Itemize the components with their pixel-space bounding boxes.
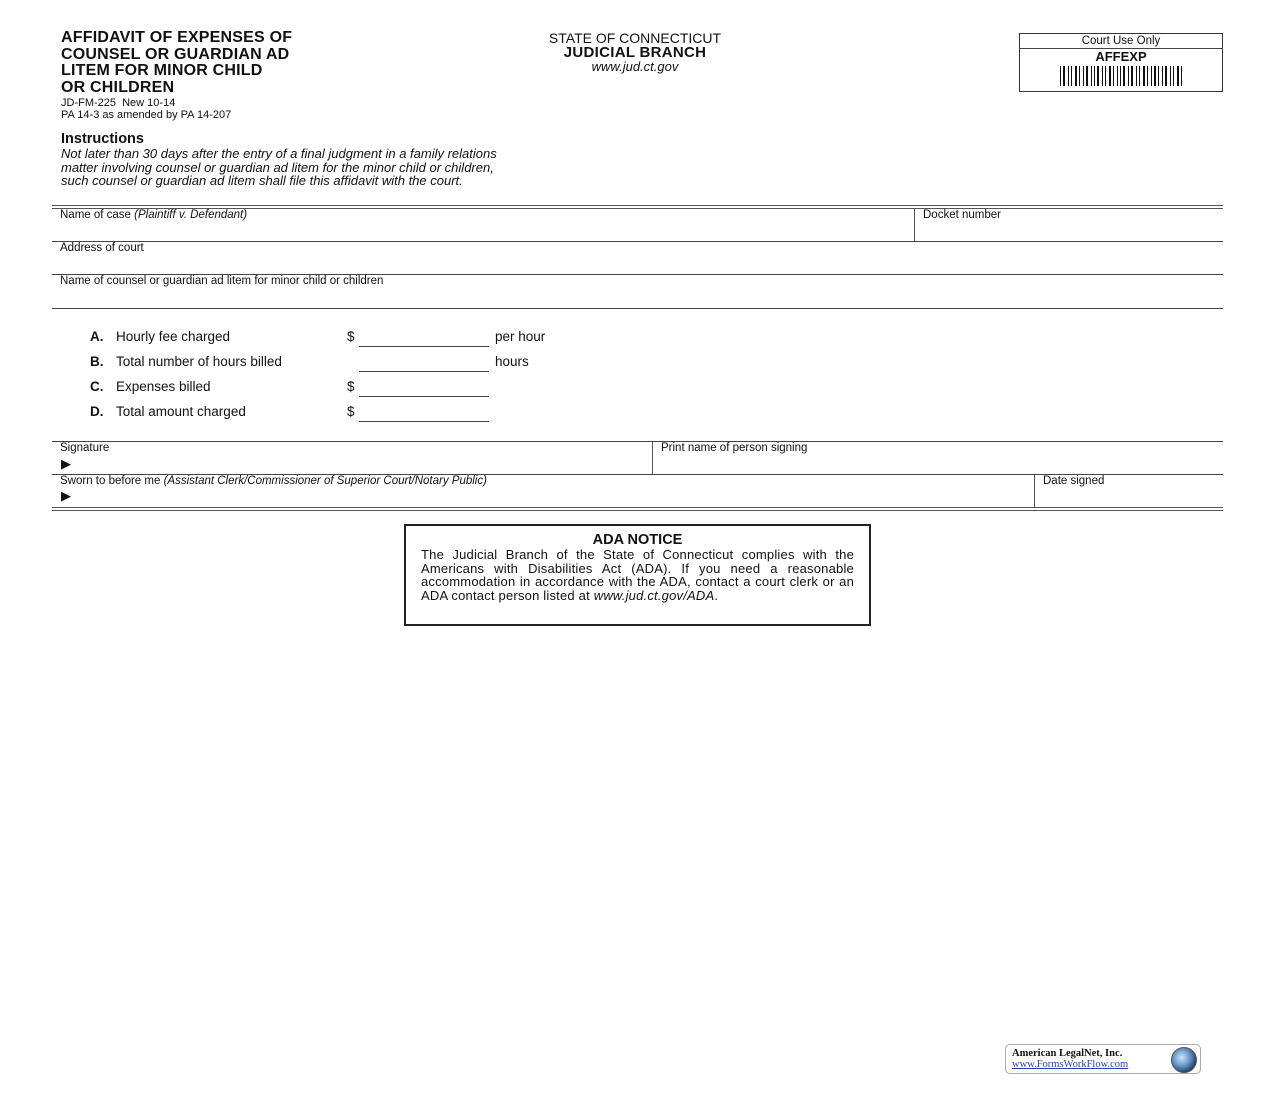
form-title-line: OR CHILDREN <box>61 78 175 96</box>
section-divider <box>52 507 1223 511</box>
counsel-name-field[interactable] <box>52 275 1223 308</box>
court-address-label: Address of court <box>60 242 144 254</box>
currency-symbol: $ <box>347 379 355 394</box>
item-suffix: hours <box>495 354 529 369</box>
form-identifiers <box>61 97 231 121</box>
expenses-input[interactable] <box>359 383 489 397</box>
item-letter: B. <box>90 354 104 369</box>
date-signed-label: Date signed <box>1043 475 1105 487</box>
sworn-before-field[interactable] <box>52 475 1034 508</box>
item-label: Total number of hours billed <box>116 354 282 369</box>
form-title <box>61 30 381 96</box>
ada-notice-text: The Judicial Branch of the State of Connecticut complies with the Americans with Disabilities Act (ADA). If you need a reasonable accommodation in accordance with the ADA, contact a court clerk or an ADA contact person listed at www.jud.ct.gov/ADA. <box>421 547 854 603</box>
statute-reference: PA 14-3 as amended by PA 14-207 <box>61 109 232 121</box>
item-suffix: per hour <box>495 329 546 344</box>
formsworkflow-link[interactable]: www.FormsWorkFlow.com <box>1012 1059 1129 1070</box>
court-use-box <box>1019 33 1223 92</box>
american-legalnet-badge[interactable] <box>1005 1044 1201 1074</box>
instructions <box>61 131 661 188</box>
company-name: American LegalNet, Inc. <box>1012 1048 1123 1059</box>
barcode-icon <box>1060 66 1182 86</box>
item-expenses <box>90 380 211 394</box>
form-title-line: COUNSEL OR GUARDIAN AD <box>61 45 290 63</box>
ada-link[interactable]: www.jud.ct.gov/ADA <box>593 587 715 603</box>
item-hourly-fee <box>90 330 230 344</box>
ada-notice <box>404 524 871 626</box>
docket-number-label: Docket number <box>923 209 1001 221</box>
signature-field[interactable] <box>52 442 652 474</box>
ada-notice-heading: ADA NOTICE <box>592 532 683 548</box>
item-label: Expenses billed <box>116 379 211 394</box>
field-divider <box>52 308 1223 309</box>
total-amount-input[interactable] <box>359 408 489 422</box>
court-use-code: AFFEXP <box>1095 49 1147 64</box>
form-number: JD-FM-225 New 10-14 <box>61 97 176 109</box>
instructions-line: such counsel or guardian ad litem shall file this affidavit with the court. <box>61 173 463 188</box>
item-label: Hourly fee charged <box>116 329 231 344</box>
arrow-right-icon: ▶ <box>61 456 71 471</box>
court-use-label: Court Use Only <box>1020 34 1222 49</box>
item-letter: D. <box>90 404 104 419</box>
instructions-line: matter involving counsel or guardian ad litem for the minor child or children, <box>61 159 494 175</box>
form-title-line: AFFIDAVIT OF EXPENSES OF <box>61 29 293 46</box>
form-title-line: LITEM FOR MINOR CHILD <box>61 62 263 79</box>
case-name-label: Name of case (Plaintiff v. Defendant) <box>60 209 248 221</box>
instructions-line: Not later than 30 days after the entry of a final judgment in a family relations <box>61 146 497 161</box>
branch-name: JUDICIAL BRANCH <box>563 44 707 61</box>
counsel-name-label: Name of counsel or guardian ad litem for minor child or children <box>60 275 384 287</box>
sworn-before-label: Sworn to before me (Assistant Clerk/Commissioner of Superior Court/Notary Public) <box>60 475 487 487</box>
instructions-heading: Instructions <box>61 131 144 147</box>
item-label: Total amount charged <box>116 404 246 419</box>
date-signed-field[interactable] <box>1035 475 1223 508</box>
court-address-field[interactable] <box>52 242 1223 274</box>
item-letter: A. <box>90 329 104 344</box>
currency-symbol: $ <box>347 329 355 344</box>
item-letter: C. <box>90 379 104 394</box>
arrow-right-icon: ▶ <box>61 488 71 503</box>
item-total-hours <box>90 355 282 369</box>
signature-label: Signature <box>60 442 110 454</box>
total-hours-input[interactable] <box>359 358 489 372</box>
globe-logo-icon <box>1171 1047 1197 1073</box>
item-total-amount <box>90 405 246 419</box>
case-name-field[interactable] <box>52 209 915 241</box>
print-name-label: Print name of person signing <box>661 442 808 454</box>
currency-symbol: $ <box>347 404 355 419</box>
docket-number-field[interactable] <box>915 209 1223 241</box>
website-link[interactable]: www.jud.ct.gov <box>591 59 679 74</box>
hourly-fee-input[interactable] <box>359 333 489 347</box>
state-name: STATE OF CONNECTICUT <box>548 30 722 46</box>
print-name-field[interactable] <box>653 442 1223 474</box>
issuer-block <box>490 31 780 74</box>
